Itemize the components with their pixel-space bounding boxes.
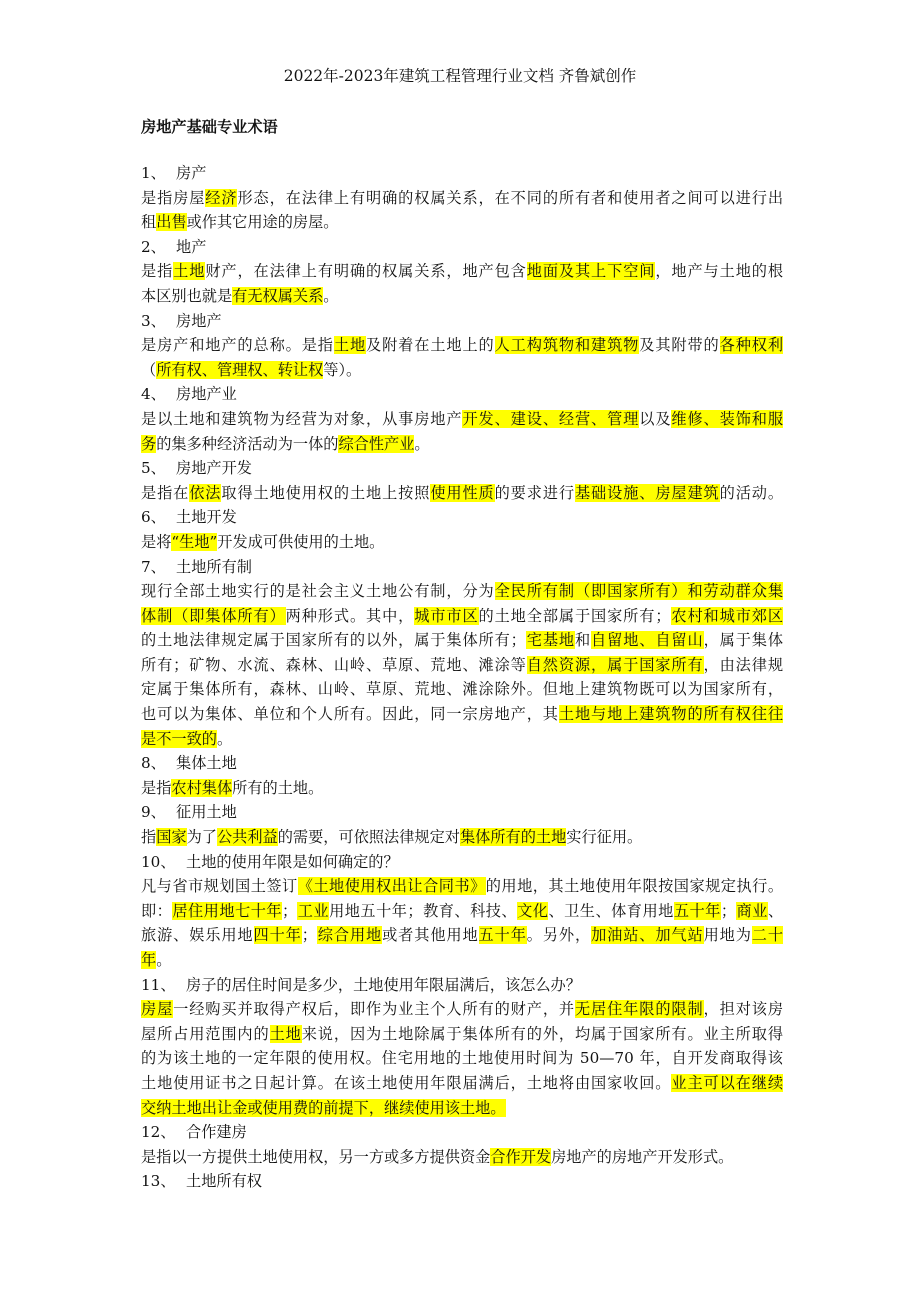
text-segment: 用地为 <box>703 926 752 945</box>
section-number: 12、 <box>141 1123 176 1142</box>
text-segment: 。 <box>414 434 430 453</box>
text-segment: 是以土地和建筑物为经营为对象，从事房地产 <box>141 409 463 428</box>
highlighted-text: 土地 <box>269 1024 302 1043</box>
highlighted-text: 五十年 <box>673 901 721 920</box>
highlighted-text: 居住用地七十年 <box>172 901 283 920</box>
text-segment: 的土地全部属于国家所有； <box>478 606 671 625</box>
text-segment: 的土地法律规定属于国家所有的以外，属于集体所有； <box>141 631 526 650</box>
text-segment: 定属于集体所有，森林、山岭、草原、荒地、滩涂除外。但地上建筑物既可以为国家所有， <box>141 680 783 699</box>
highlighted-text: 经济 <box>205 188 238 207</box>
text-segment: 用地五十年；教育、科技、 <box>329 901 518 920</box>
highlighted-text: 交纳土地出让金或使用费的前提下，继续使用该土地。 <box>141 1098 506 1117</box>
paragraph-line <box>141 530 783 555</box>
text-segment: 。 <box>323 286 339 305</box>
highlighted-text: 公共利益 <box>216 828 278 847</box>
text-segment: 土地使用证书之日起计算。在该土地使用年限届满后，土地将由国家收回。 <box>141 1073 672 1092</box>
section-number: 7、 <box>141 557 166 576</box>
section-heading <box>141 850 783 875</box>
section-heading <box>141 973 783 998</box>
text-segment: 租 <box>141 213 157 232</box>
highlighted-text: 自留地、自留山 <box>591 631 704 650</box>
section-label: 房地产开发 <box>176 459 252 478</box>
section-number: 1、 <box>141 164 166 182</box>
paragraph-line <box>141 1071 783 1096</box>
text-segment: 或者其他用地 <box>382 926 479 945</box>
paragraph-line <box>141 702 783 727</box>
highlighted-text: 开发、建设、经营、管理 <box>462 409 640 428</box>
paragraph-line <box>141 604 783 629</box>
section-heading <box>141 309 783 334</box>
text-segment: ，地产与土地的根 <box>655 262 784 281</box>
paragraph-line <box>141 1096 783 1121</box>
text-segment: 。 <box>216 729 233 748</box>
document-title: 房地产基础专业术语 <box>141 118 278 136</box>
paragraph-line <box>141 1145 783 1170</box>
paragraph-line <box>141 1022 783 1047</box>
paragraph-line <box>141 579 783 604</box>
section-number: 13、 <box>141 1172 176 1191</box>
highlighted-text: 宅基地 <box>525 631 575 650</box>
highlighted-text: 务 <box>141 434 157 453</box>
section-heading <box>141 161 783 186</box>
text-segment: 的用地，其土地使用年限按国家规定执行。 <box>485 877 784 896</box>
paragraph-line <box>141 407 783 432</box>
text-segment: 是指以一方提供土地使用权，另一方或多方提供资金 <box>141 1147 491 1166</box>
text-segment: 或作其它用途的房屋。 <box>186 213 339 232</box>
highlighted-text: 城市市区 <box>414 606 479 625</box>
highlighted-text: 加油站、加气站 <box>591 926 704 945</box>
text-segment: 所有；矿物、水流、森林、山岭、草原、荒地、滩涂等 <box>141 655 527 674</box>
highlighted-text: 文化 <box>517 901 549 920</box>
text-segment: 形态，在法律上有明确的权属关系，在不同的所有者和使用者之间可以进行出 <box>237 188 784 207</box>
text-segment: 旅游、娱乐用地 <box>141 926 254 945</box>
section-label: 土地所有制 <box>176 557 252 576</box>
text-segment: 、 <box>767 901 784 920</box>
highlighted-text: 无居住年限的限制 <box>574 1000 704 1019</box>
text-segment: 取得土地使用权的土地上按照 <box>221 483 431 502</box>
text-segment: 两种形式。其中， <box>285 606 415 625</box>
text-segment: 和 <box>574 631 592 650</box>
paragraph-line <box>141 432 783 457</box>
paragraph-line <box>141 948 783 973</box>
highlighted-text: 维修、装饰和服 <box>671 409 784 428</box>
highlighted-text: 有无权属关系 <box>232 286 324 305</box>
text-segment: 是指在 <box>141 483 190 502</box>
section-number: 8、 <box>141 754 166 773</box>
section-label: 房地产 <box>176 311 222 330</box>
highlighted-text: 各种权利 <box>719 336 784 355</box>
page-header: 2022年-2023年建筑工程管理行业文档 齐鲁斌创作 <box>283 67 637 85</box>
highlighted-text: 年 <box>141 951 157 969</box>
paragraph-line <box>141 727 783 752</box>
text-segment: 的活动。 <box>719 483 784 502</box>
paragraph-line <box>141 210 783 235</box>
text-segment: 是指 <box>141 778 172 797</box>
text-segment: 的集多种经济活动为一体的 <box>156 434 339 453</box>
text-segment: 屋所占用范围内的 <box>141 1024 270 1043</box>
section-number: 3、 <box>141 311 166 330</box>
highlighted-text: 综合用地 <box>316 926 383 945</box>
paragraph-line <box>141 825 783 850</box>
section-label: 集体土地 <box>176 754 237 773</box>
text-segment: 的为该土地的一定年限的使用权。住宅用地的土地使用时间为 50—70 年，自开发商取得该 <box>141 1049 783 1068</box>
section-label: 合作建房 <box>186 1123 247 1142</box>
text-segment: 的要求进行 <box>494 483 575 502</box>
text-segment: 。 <box>156 951 172 969</box>
text-segment: 开发成可供使用的土地。 <box>217 532 385 551</box>
section-heading <box>141 235 783 260</box>
text-segment: ，担对该房 <box>703 1000 784 1019</box>
text-segment: 、卫生、体育用地 <box>548 901 674 920</box>
section-number: 4、 <box>141 385 166 404</box>
paragraph-line <box>141 874 783 899</box>
text-segment: ； <box>720 901 737 920</box>
section-label: 地产 <box>176 237 207 256</box>
text-segment: 来说，因为土地除属于集体所有的外，均属于国家所有。业主所取得 <box>301 1024 784 1043</box>
text-segment: 的需要，可依照法律规定对 <box>277 828 460 847</box>
highlighted-text: 集体所有的土地 <box>459 828 567 847</box>
section-label: 土地开发 <box>176 508 237 527</box>
paragraph-line <box>141 899 783 924</box>
highlighted-text: 二十 <box>751 926 784 945</box>
section-number: 11、 <box>141 975 176 994</box>
highlighted-text: 自然资源，属于国家所有 <box>526 655 704 674</box>
section-heading <box>141 751 783 776</box>
section-label: 土地的使用年限是如何确定的？ <box>186 852 399 871</box>
text-segment: 指 <box>141 828 157 847</box>
section-number: 6、 <box>141 508 166 527</box>
highlighted-text: 基础设施、房屋建筑 <box>574 483 720 502</box>
highlighted-text: 人工构筑物和建筑物 <box>494 336 640 355</box>
paragraph-line <box>141 653 783 678</box>
text-segment: ； <box>282 901 298 920</box>
highlighted-text: “生地” <box>171 532 218 551</box>
paragraph-line <box>141 481 783 506</box>
text-segment: 及其附带的 <box>639 336 720 355</box>
paragraph-line <box>141 776 783 801</box>
text-segment: （ <box>141 360 157 379</box>
text-segment: 是将 <box>141 532 172 551</box>
text-segment: 凡与省市规划国土签订 <box>141 877 298 896</box>
paragraph-line <box>141 333 783 358</box>
section-number: 10、 <box>141 852 176 871</box>
text-segment: 也可以为集体、单位和个人所有。因此，同一宗房地产，其 <box>141 705 559 724</box>
text-segment: 即： <box>141 901 173 920</box>
text-segment: 为了 <box>186 828 217 847</box>
text-segment: 财产，在法律上有明确的权属关系，地产包含 <box>205 262 527 281</box>
text-segment: 以及 <box>639 409 672 428</box>
section-heading <box>141 505 783 530</box>
section-label: 土地所有权 <box>186 1172 262 1191</box>
text-segment: ，由法律规 <box>703 655 784 674</box>
paragraph-line <box>141 358 783 383</box>
highlighted-text: 国家 <box>156 828 187 847</box>
text-segment: 是房产和地产的总称。是指 <box>141 336 334 355</box>
section-heading <box>141 1120 783 1145</box>
section-label: 房产 <box>176 164 207 182</box>
highlighted-text: 土地 <box>173 262 206 281</box>
paragraph-line <box>141 259 783 284</box>
section-heading <box>141 456 783 481</box>
highlighted-text: 工业 <box>297 901 330 920</box>
highlighted-text: 使用性质 <box>430 483 495 502</box>
highlighted-text: 土地与地上建筑物的所有权往往 <box>558 705 784 724</box>
paragraph-line <box>141 997 783 1022</box>
highlighted-text: 全民所有制（即国家所有）和劳动群众集 <box>494 582 784 601</box>
highlighted-text: 五十年 <box>478 926 527 945</box>
highlighted-text: 农村集体 <box>171 778 233 797</box>
text-segment: 所有的土地。 <box>232 778 324 797</box>
section-label: 房地产业 <box>176 385 237 404</box>
document-body <box>141 161 783 1194</box>
text-segment: 一经购买并取得产权后，即作为业主个人所有的财产，并 <box>173 1000 575 1019</box>
text-segment: 现行全部土地实行的是社会主义土地公有制，分为 <box>141 582 495 601</box>
section-number: 5、 <box>141 459 166 478</box>
text-segment: 房地产的房地产开发形式。 <box>551 1147 734 1166</box>
paragraph-line <box>141 1046 783 1071</box>
text-segment: ，属于集体 <box>703 631 784 650</box>
highlighted-text: 商业 <box>736 901 768 920</box>
highlighted-text: 地面及其上下空间 <box>526 262 656 281</box>
section-heading <box>141 800 783 825</box>
section-number: 9、 <box>141 803 166 822</box>
text-segment: 是指房屋 <box>141 188 206 207</box>
text-segment: 。另外， <box>526 926 592 945</box>
paragraph-line <box>141 284 783 309</box>
highlighted-text: 农村和城市郊区 <box>670 606 784 625</box>
highlighted-text: 所有权、管理权、转让权 <box>156 360 324 379</box>
highlighted-text: 依法 <box>189 483 222 502</box>
paragraph-line <box>141 923 783 948</box>
section-heading <box>141 555 783 580</box>
highlighted-text: 综合性产业 <box>338 434 415 453</box>
paragraph-line <box>141 628 783 653</box>
text-segment: 等）。 <box>323 360 362 379</box>
text-segment: 实行征用。 <box>566 828 643 847</box>
paragraph-line <box>141 677 783 702</box>
paragraph-line <box>141 186 783 211</box>
highlighted-text: 业主可以在继续 <box>671 1073 784 1092</box>
section-heading <box>141 382 783 407</box>
text-segment: ； <box>301 926 317 945</box>
section-label: 房子的居住时间是多少，土地使用年限届满后，该怎么办？ <box>186 975 581 994</box>
highlighted-text: 房屋 <box>141 1000 174 1019</box>
highlighted-text: 《土地使用权出让合同书》 <box>297 877 486 896</box>
highlighted-text: 四十年 <box>253 926 302 945</box>
text-segment: 本区别也就是 <box>141 286 233 305</box>
highlighted-text: 出售 <box>156 213 187 232</box>
text-segment: 是指 <box>141 262 174 281</box>
highlighted-text: 合作开发 <box>490 1147 552 1166</box>
section-label: 征用土地 <box>176 803 237 822</box>
section-number: 2、 <box>141 237 166 256</box>
text-segment: 及附着在土地上的 <box>366 336 495 355</box>
highlighted-text: 体制（即集体所有） <box>141 606 286 625</box>
highlighted-text: 是不一致的 <box>141 729 217 748</box>
highlighted-text: 土地 <box>333 336 367 355</box>
section-heading <box>141 1169 783 1194</box>
